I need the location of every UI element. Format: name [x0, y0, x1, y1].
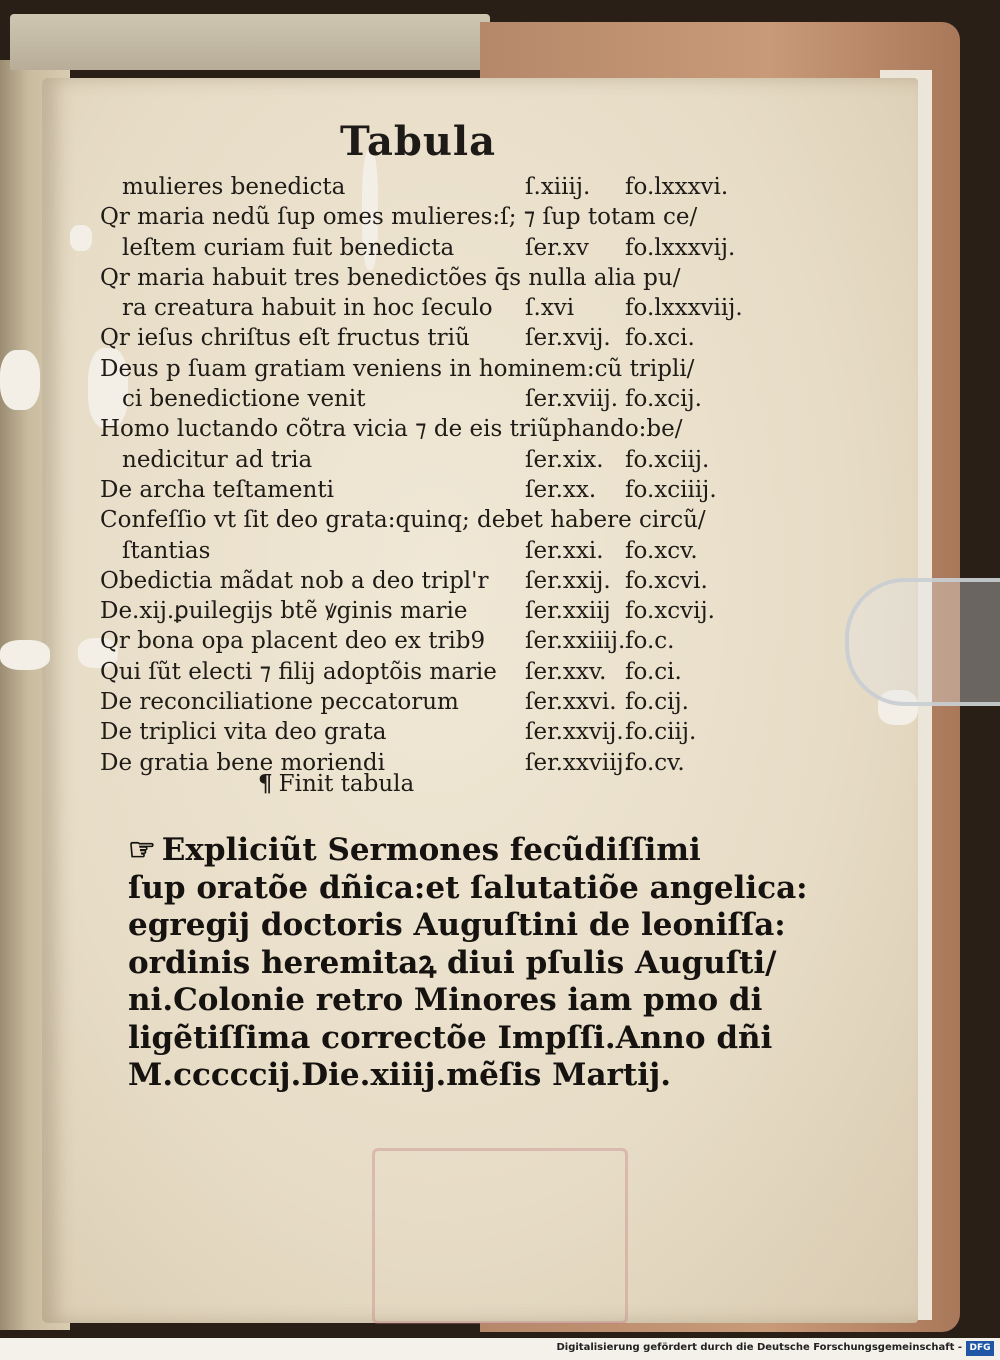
- toc-folio: fo.ciij.: [625, 719, 697, 746]
- colophon-line: ni.Colonie retro Minores iam pmo di: [128, 982, 763, 1018]
- finit-tabula: [258, 770, 414, 797]
- colophon-text: Expliciũt Sermones fecũdiſſimi: [161, 832, 701, 868]
- toc-text: ra creatura habuit in hoc ſeculo: [122, 295, 493, 322]
- toc-entry: [100, 717, 740, 747]
- toc-text: Obedictia mãdat nob a deo tripl'r: [100, 567, 489, 594]
- toc-entry: [100, 687, 740, 717]
- toc-entry: [100, 505, 740, 535]
- toc-sermon: ſer.xxi.: [525, 537, 604, 564]
- colophon-line: [128, 832, 728, 870]
- toc-text: Qr ieſus chriſtus eſt fructus triũ: [100, 325, 470, 352]
- toc-text: Qr bona opa placent deo ex trib9: [100, 628, 486, 655]
- toc-folio: fo.xcvi.: [625, 567, 708, 594]
- toc-sermon: ſ.xvi: [525, 295, 575, 322]
- toc-text: De reconciliatione peccatorum: [100, 689, 459, 716]
- spine-top: [10, 14, 490, 70]
- toc-folio: fo.lxxxviij.: [625, 295, 743, 322]
- toc-entry: [100, 445, 740, 475]
- page-clip: [845, 578, 1000, 706]
- toc-folio: fo.xcvij.: [625, 598, 715, 625]
- toc-sermon: ſ.xiiij.: [525, 174, 591, 200]
- toc-text: nedicitur ad tria: [122, 446, 313, 473]
- toc-entry: [100, 263, 740, 293]
- toc-folio: fo.xciij.: [625, 446, 710, 473]
- dfg-logo: DFG: [966, 1341, 994, 1356]
- toc-entry: [100, 172, 740, 202]
- toc-sermon: ſer.xxv.: [525, 658, 607, 685]
- colophon-line: M.cccccij.Die.xiiij.mẽſis Martij.: [128, 1057, 671, 1093]
- toc-folio: fo.xcv.: [625, 537, 698, 564]
- toc-entry: [100, 202, 740, 232]
- toc-sermon: ſer.xviij.: [525, 386, 619, 413]
- paper-damage: [0, 350, 40, 410]
- toc-folio: fo.cij.: [625, 689, 689, 716]
- toc-text: De gratia bene moriendi: [100, 749, 385, 776]
- toc-text: ci benedictione venit: [122, 386, 366, 413]
- finit-text: Finit tabula: [278, 771, 415, 797]
- colophon-line: ordinis heremitaꝝ diui pſulis Auguſti/: [128, 944, 777, 981]
- toc-text: ſtantias: [122, 537, 211, 564]
- colophon-line: ſup oratõe dñica:et ſalutatiõe angelica:: [128, 869, 808, 906]
- library-stamp: [372, 1148, 628, 1324]
- toc-text: leſtem curiam fuit benedicta: [122, 234, 455, 261]
- toc-entry: [100, 626, 740, 656]
- toc-folio: fo.lxxxvij.: [625, 234, 736, 261]
- toc-entry: [100, 536, 740, 566]
- toc-sermon: ſer.xxij.: [525, 567, 611, 594]
- toc-entry: [100, 657, 740, 687]
- table-of-contents: [100, 172, 743, 778]
- toc-entry: [100, 293, 743, 323]
- toc-entry: [100, 354, 740, 384]
- toc-folio: fo.xciiij.: [625, 476, 717, 503]
- toc-text: Qui ſũt electi ⁊ filij adoptõis marie: [100, 658, 497, 685]
- toc-entry: [100, 323, 740, 353]
- page-title: Tabula: [340, 118, 497, 165]
- toc-sermon: ſer.xxvi.: [525, 689, 617, 716]
- colophon-line: ligẽtiſſima correctõe Impſſi.Anno dñi: [128, 1019, 773, 1056]
- toc-entry: [100, 233, 740, 263]
- toc-text: mulieres benedicta: [122, 174, 346, 200]
- pointing-hand-icon: ☞: [128, 832, 156, 868]
- toc-sermon: ſer.xxiiij.: [525, 628, 626, 655]
- paper-damage: [0, 640, 50, 670]
- toc-folio: fo.xcij.: [625, 386, 702, 413]
- toc-sermon: ſer.xix.: [525, 446, 604, 473]
- toc-sermon: ſer.xxiij: [525, 598, 611, 625]
- toc-text: De archa teſtamenti: [100, 476, 334, 503]
- toc-text: Qr maria habuit tres benedictões q̄s nulla alia pu/: [100, 264, 681, 291]
- toc-text: De triplici vita deo grata: [100, 719, 387, 746]
- toc-entry: [100, 596, 740, 626]
- toc-text: Confeſſio vt ſit deo grata:quinq; debet habere circũ/: [100, 507, 706, 534]
- toc-text: Qr maria nedũ ſup omes mulieres:ſ; ⁊ ſup totam ce/: [100, 204, 698, 231]
- toc-folio: fo.xci.: [625, 325, 695, 352]
- paper-damage: [70, 225, 92, 251]
- toc-sermon: ſer.xvij.: [525, 325, 611, 352]
- toc-entry: [100, 414, 740, 444]
- funding-notice: Digitalisierung gefördert durch die Deutsche Forschungsgemeinschaft -: [556, 1342, 962, 1353]
- toc-sermon: ſer.xxviij.: [525, 749, 631, 776]
- toc-entry: [100, 475, 740, 505]
- toc-folio: fo.ci.: [625, 658, 682, 685]
- toc-entry: [100, 566, 740, 596]
- toc-text: Homo luctando cõtra vicia ⁊ de eis triũphando:be/: [100, 416, 683, 443]
- toc-text: De.xij.ꝑuilegijs btẽ ꝟginis marie: [100, 598, 468, 625]
- toc-folio: fo.cv.: [625, 749, 685, 776]
- toc-sermon: ſer.xv: [525, 234, 589, 261]
- toc-folio: fo.lxxxvi.: [625, 174, 729, 200]
- toc-sermon: ſer.xx.: [525, 476, 597, 503]
- colophon: [128, 832, 808, 1095]
- toc-text: Deus p ſuam gratiam veniens in hominem:cũ tripli/: [100, 355, 695, 382]
- toc-sermon: ſer.xxvij.: [525, 719, 624, 746]
- toc-folio: fo.c.: [625, 628, 675, 655]
- pilcrow-icon: ¶: [258, 770, 273, 797]
- toc-entry: [100, 384, 740, 414]
- footer-bar: [0, 1338, 1000, 1360]
- colophon-line: egregij doctoris Auguſtini de leoniſſa:: [128, 907, 786, 943]
- toc-entry: [100, 748, 740, 778]
